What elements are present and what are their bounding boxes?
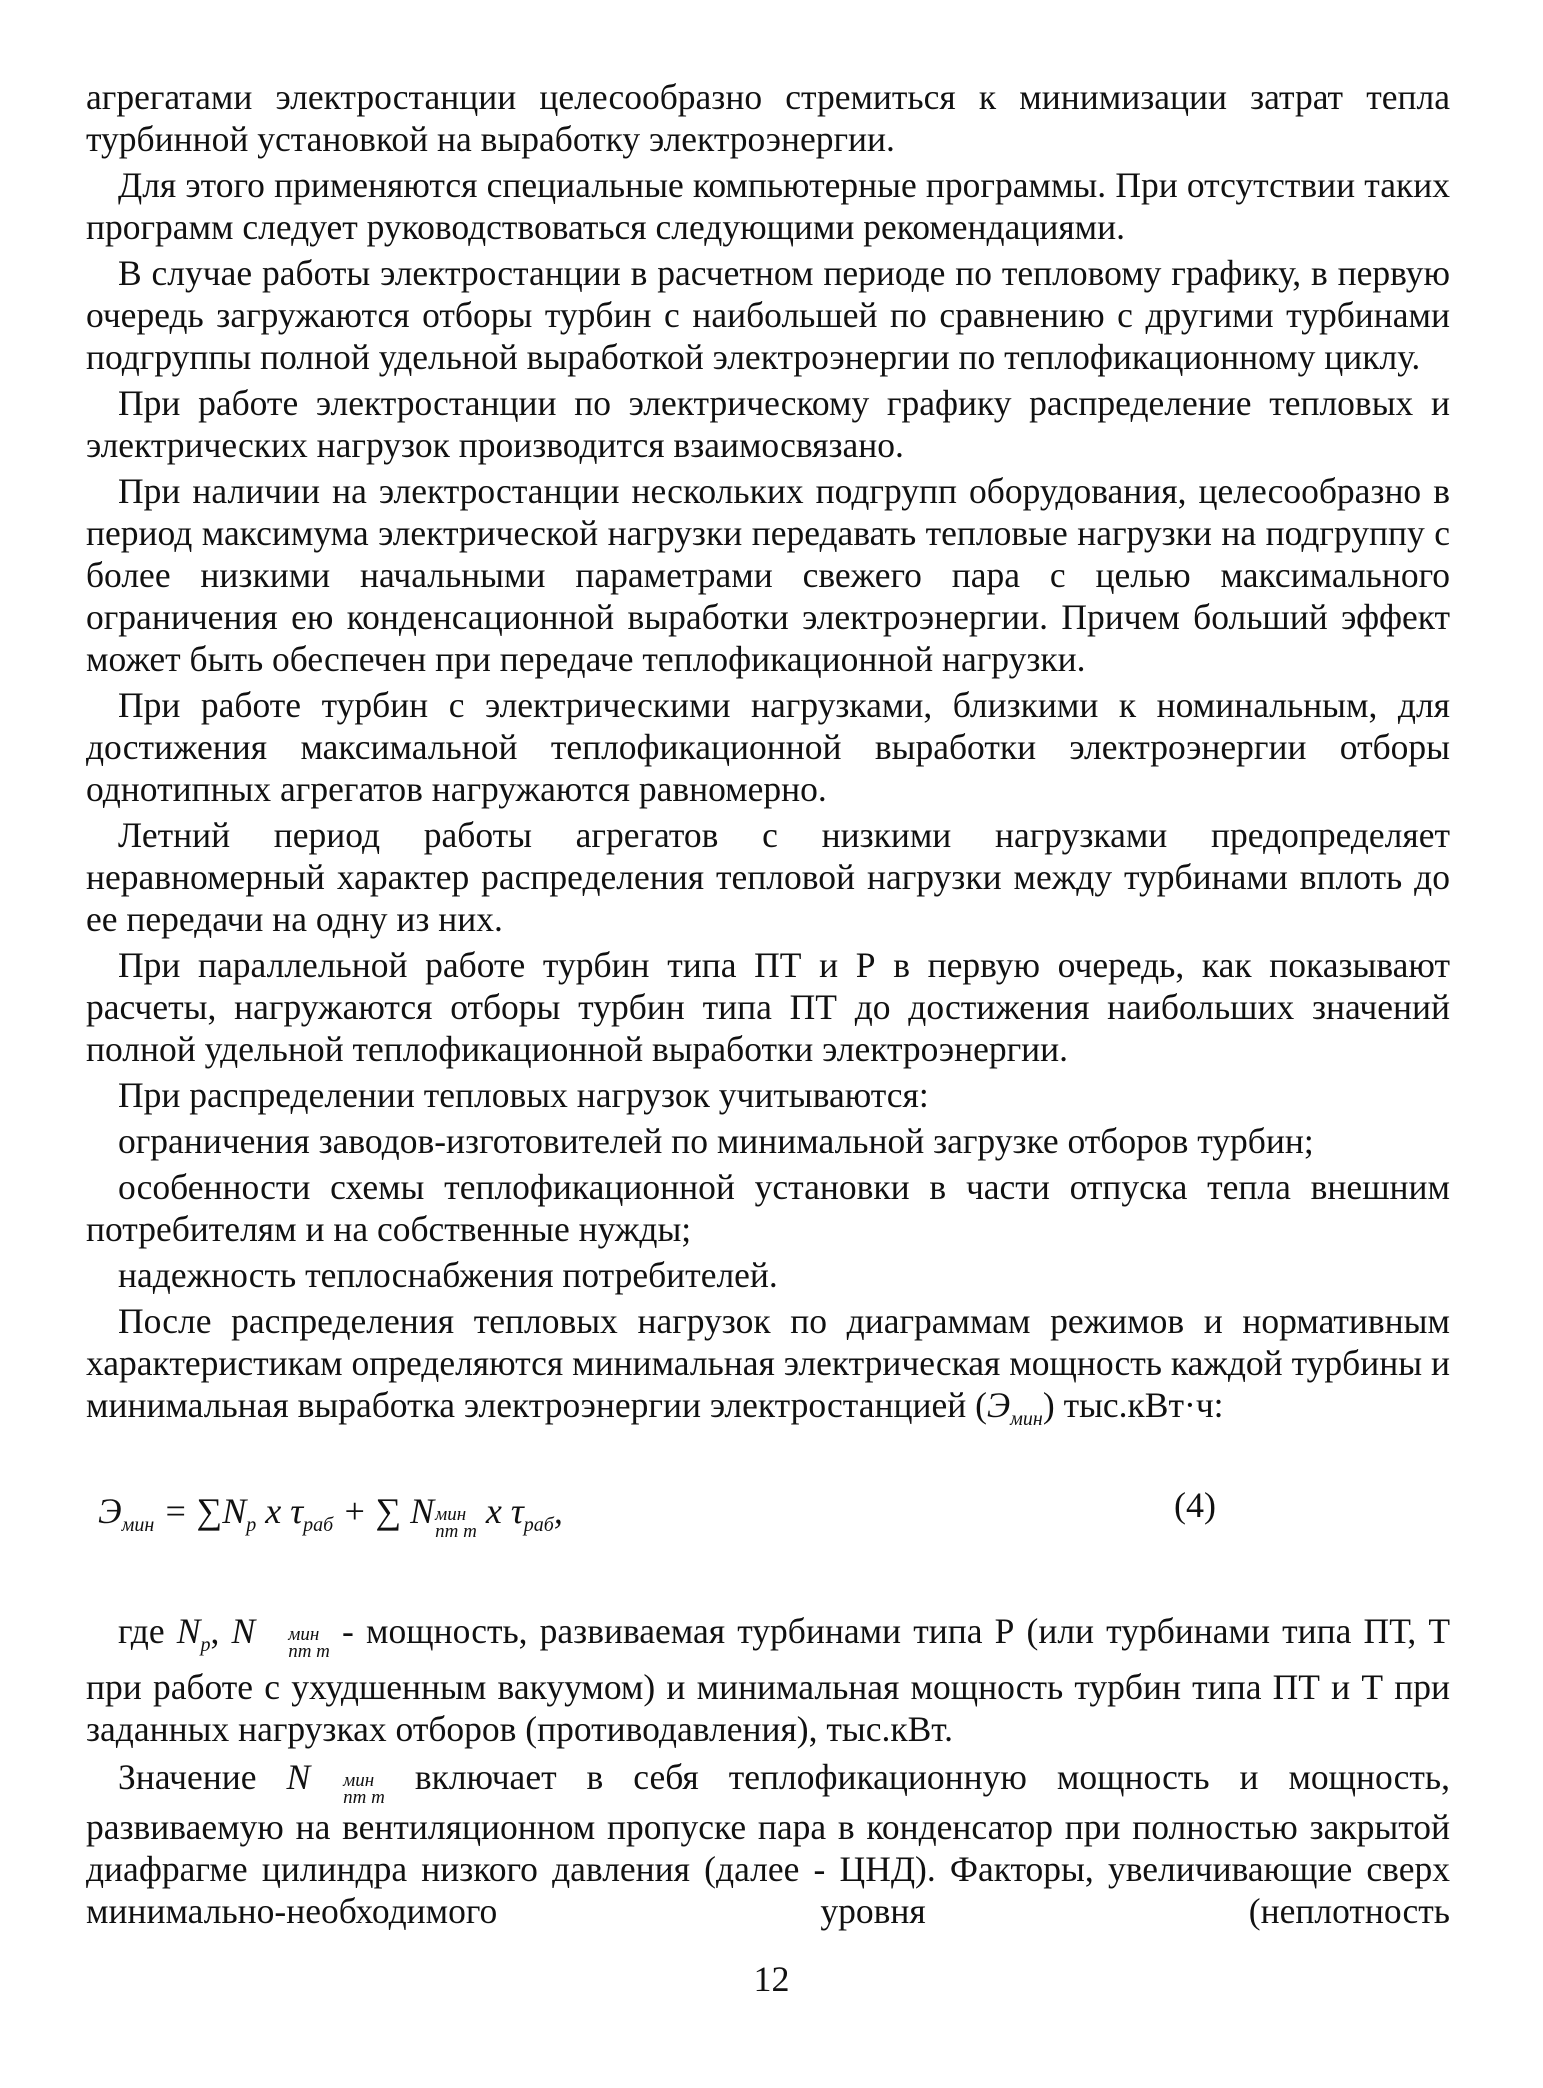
formula-n2-indices: [435, 1506, 477, 1540]
where-nptt: N: [231, 1611, 256, 1651]
formula-tau2-sub: раб: [523, 1514, 554, 1536]
where-nptt-indices: [256, 1626, 330, 1660]
list-item-3: надежность теплоснабжения потребителей.: [118, 1255, 778, 1295]
value-n-indices: [311, 1772, 385, 1806]
formula-eq: = ∑: [154, 1491, 223, 1531]
formula-n1: N: [222, 1491, 247, 1531]
paragraph-8: При параллельной работе турбин типа ПТ и Р в первую очередь, как показывают расчеты, нагружаются отборы турбин типа ПТ до достижения наибольших значений полной удельной теплофикационной выработки электроэнергии.: [86, 945, 1450, 1069]
list-item-1: ограничения заводов-изготовителей по минимальной загрузке отборов турбин;: [118, 1121, 1314, 1161]
paragraph-2: Для этого применяются специальные компьютерные программы. При отсутствии таких программ следует руководствоваться следующими рекомендациями.: [86, 165, 1450, 247]
where-nptt-sub: пт т: [288, 1641, 330, 1662]
where-nptt-sup: мин: [288, 1624, 320, 1645]
formula-lhs-sub: мин: [121, 1514, 155, 1536]
paragraph-7: Летний период работы агрегатов с низкими нагрузками предопределяет неравномерный характер распределения тепловой нагрузки между турбинами вплоть до ее передачи на одну из них.: [86, 815, 1450, 939]
formula-number: (4): [1174, 1485, 1216, 1525]
formula-plus: + ∑: [333, 1491, 411, 1531]
paragraph-6: При работе турбин с электрическими нагрузками, близкими к номинальным, для достижения максимальной теплофикационной выработки электроэнергии отборы однотипных агрегатов нагружаются равномерно.: [86, 685, 1450, 809]
formula-x1: x τ: [256, 1491, 304, 1531]
value-text: включает в себя теплофикационную мощность и мощность, развиваемую на вентиляционном пропуске пара в конденсатор при полностью закрытой диафрагме цилиндра низкого давления (далее - ЦНД). Факторы, увеличивающие сверх минимально-необходимого уровня (неплотность: [86, 1757, 1450, 1931]
intro-symbol: Э: [986, 1385, 1011, 1425]
paragraph-9: При распределении тепловых нагрузок учитываются:: [118, 1075, 929, 1115]
formula-tau1-sub: раб: [303, 1514, 334, 1536]
where-np-sub: p: [200, 1634, 211, 1656]
formula-comma: ,: [553, 1491, 563, 1531]
formula-n2-sub: пт т: [435, 1521, 477, 1542]
where-np: N: [176, 1611, 201, 1651]
paragraph-1: агрегатами электростанции целесообразно стремиться к минимизации затрат тепла турбинной установкой на выработку электроэнергии.: [86, 77, 1450, 159]
list-item-2: особенности схемы теплофикационной установки в части отпуска тепла внешним потребителям и на собственные нужды;: [86, 1167, 1450, 1249]
value-prefix: Значение: [118, 1757, 257, 1797]
formula-expression: [98, 1490, 563, 1540]
intro-close: ): [1042, 1385, 1055, 1425]
formula-n2-sup: мин: [435, 1504, 467, 1525]
paragraph-where: [86, 1610, 1450, 1750]
value-n-sub: пт т: [343, 1787, 385, 1808]
formula-n1-sub: p: [246, 1514, 257, 1536]
intro-text: После распределения тепловых нагрузок по диаграммам режимов и нормативным характеристикам определяются минимальная электрическая мощность каждой турбины и минимальная выработка электроэнергии электростанцией (: [86, 1301, 1450, 1425]
value-n-sup: мин: [343, 1770, 375, 1791]
page-number: 12: [753, 1959, 790, 1999]
paragraph-5: При наличии на электростанции нескольких подгрупп оборудования, целесообразно в период максимума электрической нагрузки передавать тепловые нагрузки на подгруппу с более низкими начальными параметрами свежего пара с целью максимального ограничения ею конденсационной выработки электроэнергии. Причем больший эффект может быть обеспечен при передаче теплофикационной нагрузки.: [86, 471, 1450, 679]
paragraph-3: В случае работы электростанции в расчетном периоде по тепловому графику, в первую очередь загружаются отборы турбин с наибольшей по сравнению с другими турбинами подгруппы полной удельной выработкой электроэнергии по теплофикационному циклу.: [86, 253, 1450, 377]
intro-symbol-sub: мин: [1010, 1408, 1043, 1430]
formula-4: [86, 1482, 1450, 1552]
paragraph-value: [86, 1756, 1450, 1932]
paragraph-formula-intro: [86, 1300, 1450, 1440]
where-sep: ,: [210, 1611, 220, 1651]
where-prefix: где: [118, 1611, 165, 1651]
formula-lhs: Э: [98, 1491, 122, 1531]
value-n: N: [286, 1757, 311, 1797]
formula-x2: x τ: [476, 1491, 524, 1531]
paragraph-4: При работе электростанции по электрическому графику распределение тепловых и электрических нагрузок производится взаимосвязано.: [86, 383, 1450, 465]
formula-n2: N: [410, 1491, 435, 1531]
intro-unit: тыс.кВт·ч:: [1063, 1385, 1224, 1425]
document-page: [86, 76, 1450, 1936]
where-text: - мощность, развиваемая турбинами типа Р (или турбинами типа ПТ, Т при работе с ухудшенным вакуумом) и минимальная мощность турбин типа ПТ и Т при заданных нагрузках отборов (противодавления), тыс.кВт.: [86, 1611, 1451, 1749]
